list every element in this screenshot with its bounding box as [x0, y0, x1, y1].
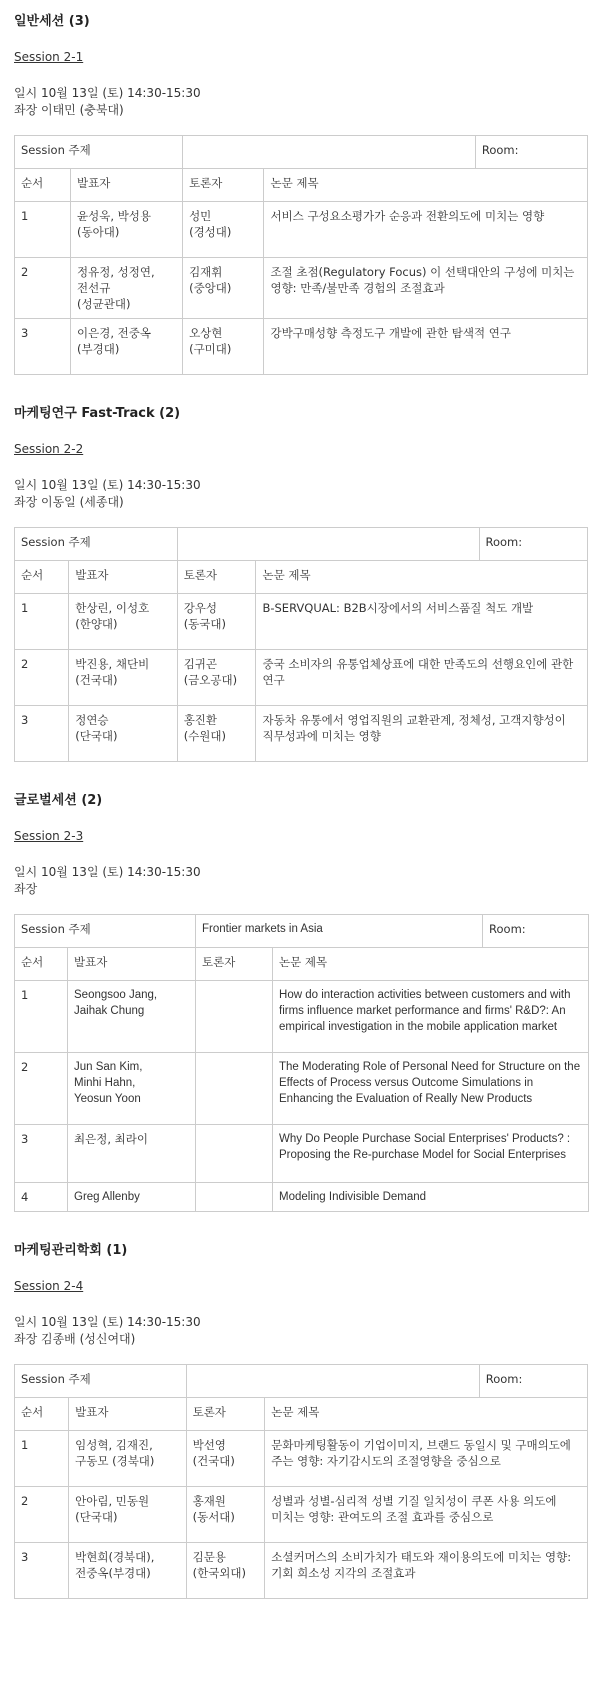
header-paper-title: 논문 제목: [256, 561, 588, 594]
row-presenter: 박진용, 채단비 (건국대): [69, 650, 177, 706]
row-discussant: [196, 1183, 273, 1212]
row-presenter: Greg Allenby: [68, 1183, 196, 1212]
table-row: [15, 1431, 588, 1487]
row-paper-title: B-SERVQUAL: B2B시장에서의 서비스품질 척도 개발: [256, 594, 588, 650]
session-table: [14, 527, 588, 762]
row-paper-title: How do interaction activities between customers and with firms influence market performance and firms' R&D?: An empirical investigation in the mobile application market: [273, 981, 589, 1053]
table-row: [15, 202, 588, 258]
row-paper-title: The Moderating Role of Personal Need for Structure on the Effects of Process versus Outcome Simulations in Enhancing the Evaluation of Really New Products: [273, 1053, 589, 1125]
topic-label: Session 주제: [15, 1365, 187, 1398]
session-link[interactable]: Session 2-1: [14, 50, 84, 64]
table-row: [15, 1053, 589, 1125]
session-info: [14, 85, 588, 119]
row-paper-title: 자동차 유통에서 영업직원의 교환관계, 정체성, 고객지향성이 직무성과에 미치는 영향: [256, 706, 588, 762]
row-order: 2: [15, 258, 71, 319]
table-row: [15, 650, 588, 706]
header-row: [15, 561, 588, 594]
table-row: [15, 594, 588, 650]
session-table: [14, 1364, 588, 1599]
header-order: 순서: [15, 169, 71, 202]
row-order: 3: [15, 319, 71, 375]
row-order: 2: [15, 650, 69, 706]
room-label: Room:: [479, 528, 587, 561]
header-presenter: 발표자: [71, 169, 183, 202]
row-paper-title: 강박구매성향 측정도구 개발에 관한 탐색적 연구: [264, 319, 588, 375]
row-presenter: 안아림, 민동원 (단국대): [69, 1487, 186, 1543]
row-discussant: [196, 1125, 273, 1183]
topic-value: [177, 528, 479, 561]
row-order: 4: [15, 1183, 68, 1212]
row-order: 2: [15, 1487, 69, 1543]
row-order: 1: [15, 594, 69, 650]
table-row: [15, 1543, 588, 1599]
header-paper-title: 논문 제목: [273, 948, 589, 981]
session-chair: 좌장: [14, 882, 38, 896]
header-discussant: 토론자: [183, 169, 264, 202]
topic-row: [15, 528, 588, 561]
row-presenter: 한상린, 이성호 (한양대): [69, 594, 177, 650]
table-row: [15, 1183, 589, 1212]
row-presenter: 박현희(경북대), 전중옥(부경대): [69, 1543, 186, 1599]
header-row: [15, 169, 588, 202]
row-discussant: 박선영 (건국대): [186, 1431, 265, 1487]
session-info: [14, 864, 588, 898]
topic-label: Session 주제: [15, 915, 196, 948]
row-paper-title: Modeling Indivisible Demand: [273, 1183, 589, 1212]
session-info: [14, 477, 588, 511]
row-paper-title: 문화마케팅활동이 기업이미지, 브랜드 동일시 및 구매의도에 주는 영향: 자기감시도의 조절영향을 중심으로: [265, 1431, 588, 1487]
row-presenter: 윤성욱, 박성용 (동아대): [71, 202, 183, 258]
session-table: [14, 914, 589, 1212]
row-paper-title: 서비스 구성요소평가가 순응과 전환의도에 미치는 영향: [264, 202, 588, 258]
table-row: [15, 1487, 588, 1543]
row-order: 2: [15, 1053, 68, 1125]
row-discussant: 김문용 (한국외대): [186, 1543, 265, 1599]
table-row: [15, 319, 588, 375]
topic-value: [183, 136, 476, 169]
section-title: 일반세션 (3): [14, 14, 90, 29]
room-label: Room:: [475, 136, 587, 169]
row-paper-title: 성별과 성별-심리적 성별 기질 일치성이 쿠폰 사용 의도에 미치는 영향: 관여도의 조절 효과를 중심으로: [265, 1487, 588, 1543]
topic-value: Frontier markets in Asia: [196, 915, 483, 948]
header-order: 순서: [15, 948, 68, 981]
section-global: [14, 762, 588, 1212]
session-info: [14, 1314, 588, 1348]
row-paper-title: 소셜커머스의 소비가치가 태도와 재이용의도에 미치는 영향: 기회 희소성 지각의 조절효과: [265, 1543, 588, 1599]
section-title: 마케팅관리학회 (1): [14, 1243, 128, 1258]
room-label: Room:: [483, 915, 589, 948]
row-paper-title: 중국 소비자의 유통업체상표에 대한 만족도의 선행요인에 관한 연구: [256, 650, 588, 706]
section-marketing-mgmt: [14, 1212, 588, 1599]
topic-row: [15, 915, 589, 948]
row-presenter: 최은정, 최라이: [68, 1125, 196, 1183]
row-discussant: 오상현 (구미대): [183, 319, 264, 375]
row-order: 1: [15, 202, 71, 258]
session-link[interactable]: Session 2-3: [14, 829, 84, 843]
session-datetime: 일시 10월 13일 (토) 14:30-15:30: [14, 1315, 201, 1329]
session-table: [14, 135, 588, 375]
header-row: [15, 1398, 588, 1431]
table-row: [15, 706, 588, 762]
row-order: 3: [15, 1543, 69, 1599]
section-title: 글로벌세션 (2): [14, 793, 103, 808]
session-datetime: 일시 10월 13일 (토) 14:30-15:30: [14, 478, 201, 492]
row-discussant: 강우성 (동국대): [177, 594, 256, 650]
session-chair: 좌장 이동일 (세종대): [14, 495, 124, 509]
table-row: [15, 981, 589, 1053]
session-datetime: 일시 10월 13일 (토) 14:30-15:30: [14, 86, 201, 100]
header-presenter: 발표자: [69, 1398, 186, 1431]
row-paper-title: Why Do People Purchase Social Enterprises' Products? : Proposing the Re-purchase Model for Social Enterprises: [273, 1125, 589, 1183]
row-discussant: 성민 (경성대): [183, 202, 264, 258]
topic-label: Session 주제: [15, 136, 183, 169]
section-fast-track: [14, 375, 588, 762]
table-row: [15, 1125, 589, 1183]
row-order: 3: [15, 706, 69, 762]
header-presenter: 발표자: [68, 948, 196, 981]
header-discussant: 토론자: [186, 1398, 265, 1431]
header-order: 순서: [15, 1398, 69, 1431]
row-presenter: 임성혁, 김재진, 구동모 (경북대): [69, 1431, 186, 1487]
session-chair: 좌장 이태민 (충북대): [14, 103, 124, 117]
room-label: Room:: [479, 1365, 587, 1398]
table-row: [15, 258, 588, 319]
row-presenter: 정연승 (단국대): [69, 706, 177, 762]
row-paper-title: 조절 초점(Regulatory Focus) 이 선택대안의 구성에 미치는 영향: 만족/불만족 경험의 조절효과: [264, 258, 588, 319]
row-discussant: 홍재원 (동서대): [186, 1487, 265, 1543]
topic-value: [186, 1365, 479, 1398]
row-discussant: 홍진환 (수원대): [177, 706, 256, 762]
row-order: 1: [15, 981, 68, 1053]
section-title: 마케팅연구 Fast-Track (2): [14, 406, 181, 421]
header-paper-title: 논문 제목: [264, 169, 588, 202]
row-presenter: Jun San Kim, Minhi Hahn, Yeosun Yoon: [68, 1053, 196, 1125]
section-general: [14, 0, 588, 375]
session-link[interactable]: Session 2-4: [14, 1279, 84, 1293]
row-presenter: 정유정, 성정연, 전선규 (성균관대): [71, 258, 183, 319]
header-presenter: 발표자: [69, 561, 177, 594]
header-discussant: 토론자: [177, 561, 256, 594]
row-discussant: [196, 1053, 273, 1125]
row-discussant: [196, 981, 273, 1053]
session-link[interactable]: Session 2-2: [14, 442, 84, 456]
header-discussant: 토론자: [196, 948, 273, 981]
row-discussant: 김귀곤 (금오공대): [177, 650, 256, 706]
topic-row: [15, 136, 588, 169]
header-paper-title: 논문 제목: [265, 1398, 588, 1431]
row-presenter: 이은경, 전중옥 (부경대): [71, 319, 183, 375]
topic-label: Session 주제: [15, 528, 178, 561]
row-discussant: 김재휘 (중앙대): [183, 258, 264, 319]
row-order: 1: [15, 1431, 69, 1487]
topic-row: [15, 1365, 588, 1398]
row-order: 3: [15, 1125, 68, 1183]
header-order: 순서: [15, 561, 69, 594]
session-chair: 좌장 김종배 (성신여대): [14, 1332, 136, 1346]
header-row: [15, 948, 589, 981]
row-presenter: Seongsoo Jang, Jaihak Chung: [68, 981, 196, 1053]
session-datetime: 일시 10월 13일 (토) 14:30-15:30: [14, 865, 201, 879]
